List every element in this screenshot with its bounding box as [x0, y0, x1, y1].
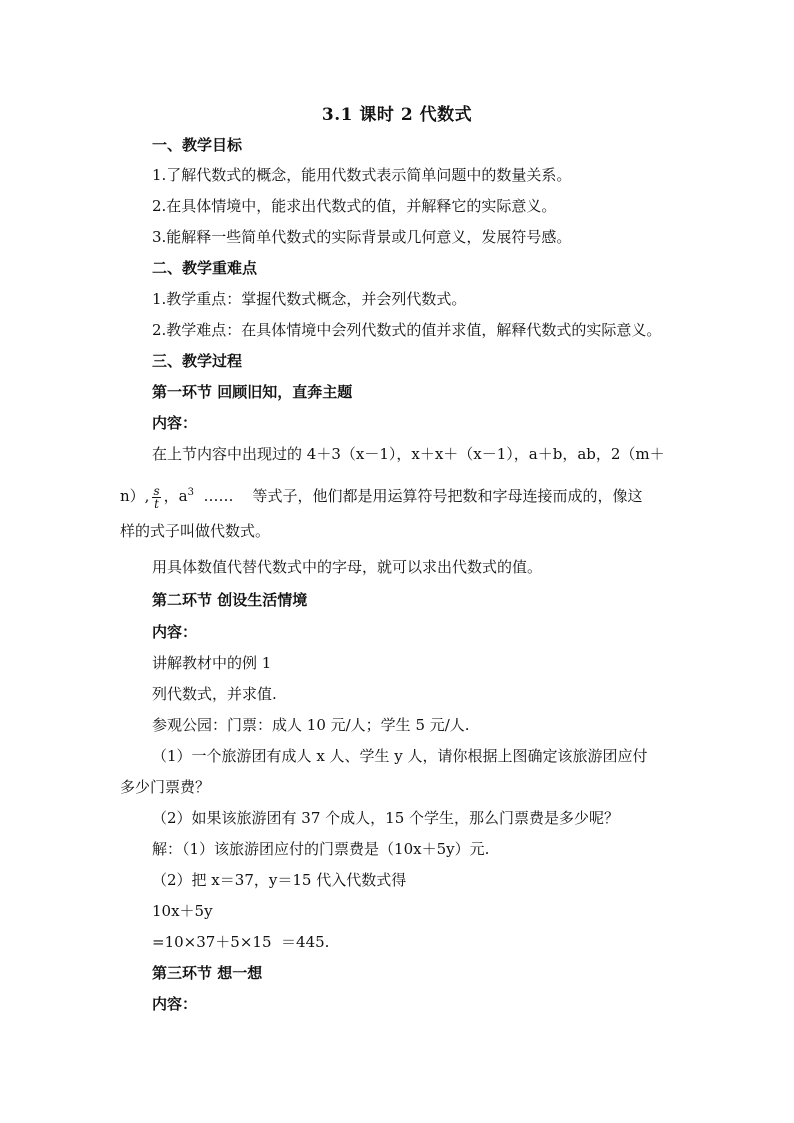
solution-line: =10×37＋5×15 ＝445. — [152, 933, 330, 951]
question-1-line: 多少门票费？ — [120, 778, 211, 796]
formula-text: …… 等式子，他们都是用运算符号把数和字母连接而成的，像这 — [193, 487, 643, 505]
objective-item: 2.在具体情境中，能求出代数式的值，并解释它的实际意义。 — [152, 197, 557, 215]
part2-line: 列代数式，并求值. — [152, 685, 277, 703]
part2-content-label: 内容： — [152, 623, 198, 641]
solution-line: 解：（1）该旅游团应付的门票费是（10x＋5y）元. — [152, 840, 490, 858]
section-heading-objectives: 一、教学目标 — [152, 136, 243, 154]
objective-item: 3.能解释一些简单代数式的实际背景或几何意义，发展符号感。 — [152, 228, 572, 246]
section-heading-key-points: 二、教学重难点 — [152, 259, 258, 277]
question-2: （2）如果该旅游团有 37 个成人，15 个学生，那么门票费是多少呢？ — [152, 809, 620, 827]
part3-heading: 第三环节 想一想 — [152, 964, 263, 982]
formula-text: n）, — [120, 487, 150, 505]
part1-paragraph-line: 在上节内容中出现过的 4＋3（x－1），x＋x＋（x－1），a＋b，ab，2（m＋ — [152, 445, 665, 463]
fraction-denominator: t — [154, 496, 159, 511]
part2-line: 讲解教材中的例 1 — [152, 654, 272, 672]
fraction-numerator: s — [153, 483, 160, 498]
key-point-item: 1.教学重点：掌握代数式概念，并会列代数式。 — [152, 290, 467, 308]
formula-text: ，a — [163, 487, 188, 505]
part1-content-label: 内容： — [152, 414, 198, 432]
part2-line: 参观公园：门票：成人 10 元/人；学生 5 元/人. — [152, 716, 470, 734]
part2-heading: 第二环节 创设生活情境 — [152, 591, 308, 609]
page-title: 3.1 课时 2 代数式 — [321, 105, 473, 125]
solution-line: 10x＋5y — [152, 902, 213, 920]
question-1-line: （1）一个旅游团有成人 x 人、学生 y 人，请你根据上图确定该旅游团应付 — [152, 747, 648, 765]
part1-paragraph: 用具体数值代替代数式中的字母，就可以求出代数式的值。 — [152, 558, 543, 576]
part1-paragraph-line: 样的式子叫做代数式。 — [120, 522, 271, 540]
part1-paragraph-line-formula — [120, 480, 643, 510]
key-point-item: 2.教学难点：在具体情境中会列代数式的值并求值，解释代数式的实际意义。 — [152, 321, 662, 339]
part1-heading: 第一环节 回顾旧知，直奔主题 — [152, 383, 353, 401]
part3-content-label: 内容： — [152, 995, 198, 1013]
objective-item: 1.了解代数式的概念，能用代数式表示简单问题中的数量关系。 — [152, 166, 572, 184]
superscript: 3 — [187, 487, 194, 498]
fraction-s-over-t — [152, 485, 160, 510]
solution-line: （2）把 x＝37，y＝15 代入代数式得 — [152, 871, 407, 889]
section-heading-process: 三、教学过程 — [152, 352, 243, 370]
